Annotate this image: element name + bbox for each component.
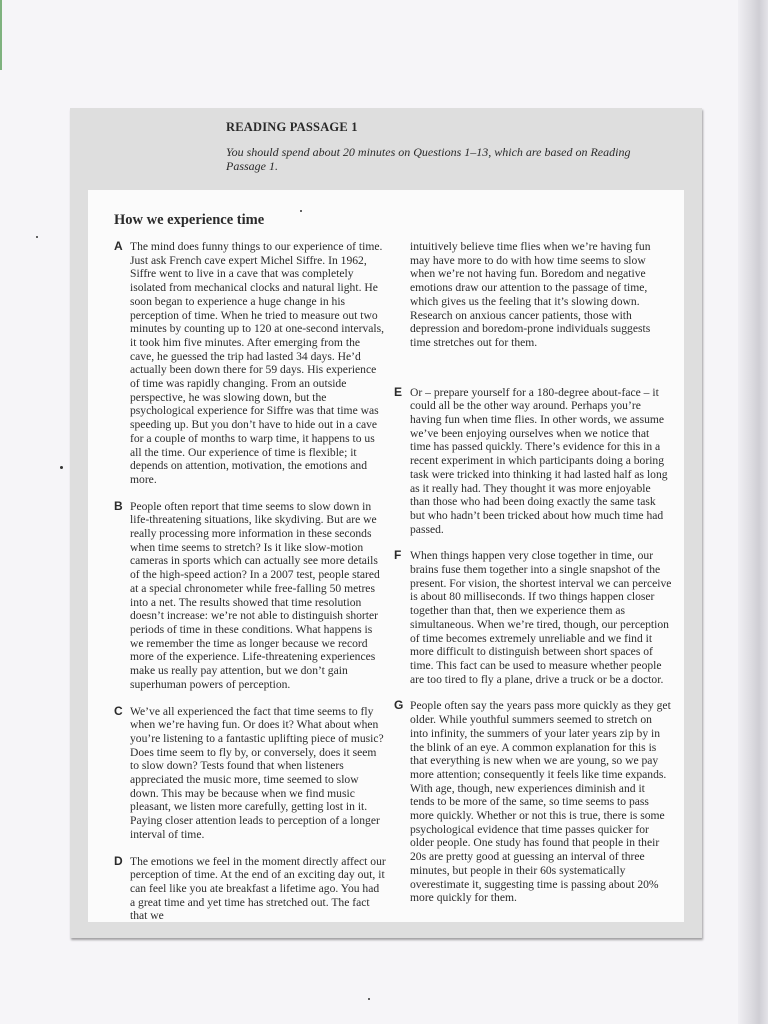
reading-passage-frame (70, 108, 702, 938)
paragraph-a (114, 240, 386, 487)
paragraph-g (394, 699, 672, 905)
paragraph-letter: E (394, 384, 403, 399)
passage-title: How we experience time (114, 212, 265, 228)
paragraph-f (394, 549, 672, 686)
scan-speck (36, 236, 38, 238)
paragraph-letter: F (394, 548, 402, 563)
paragraph-d (114, 855, 386, 924)
right-column (394, 240, 672, 918)
paragraph-text: When things happen very close together in time, our brains fuse them together into a single snapshot of the present. For vision, the shortest interval we can perceive is about 80 milliseconds. If two things happen closer together than that, then we experience them as simultaneous. When we’re tired, though, our perception of time becomes extremely unreliable and we find it more difficult to distinguish between short spaces of time. This fact can be used to measure whether people are too tired to fly a plane, drive a truck or be a doctor. (410, 549, 672, 686)
scan-speck (60, 466, 63, 469)
scan-margin-mark (0, 0, 2, 70)
paragraph-letter: G (394, 698, 404, 713)
paragraph-text: The emotions we feel in the moment directly affect our perception of time. At the end of an exciting day out, it can feel like you ate breakfast a lifetime ago. You had a great time and yet time has stretched out. The fact that we (130, 854, 386, 923)
section-title: READING PASSAGE 1 (226, 120, 358, 134)
left-column (114, 240, 386, 936)
passage-header (226, 120, 666, 173)
scan-speck (368, 998, 370, 1000)
paragraph-c (114, 705, 386, 842)
paragraph-text: The mind does funny things to our experience of time. Just ask French cave expert Michel Siffre. In 1962, Siffre went to live in a cave that was completely isolated from mechanical clocks and natural light. He soon began to experience a huge change in his perception of time. When he tried to measure out two minutes by counting up to 120 at one-second intervals, it took him five minutes. After emerging from the cave, he guessed the trip had lasted 34 days. He’d actually been down there for 59 days. His experience of time was rapidly changing. From an outside perspective, he was slowing down, but the psychological experience for Siffre was that time was speeding up. But you don’t have to hide out in a cave for a couple of months to warp time, it happens to us all the time. Our experience of time is flexible; it depends on attention, motivation, the emotions and more. (130, 240, 385, 486)
paragraph-letter: A (114, 239, 123, 253)
scan-speck (300, 210, 302, 212)
paragraph-text: People often report that time seems to slow down in life-threatening situations, like skydiving. But are we really processing more information in these seconds when time seems to stretch? Is it like slow-motion cameras in sports which can actually see more details of the high-speed action? In a 2007 test, people stared at a special chronometer while free-falling 50 metres into a net. The results showed that time resolution doesn’t increase: we’re not able to distinguish shorter periods of time in these conditions. What happens is we remember the time as longer because we record more of the experience. Life-threatening experiences make us really pay attention, but we don’t gain superhuman powers of perception. (130, 499, 380, 691)
instructions-text: You should spend about 20 minutes on Questions 1–13, which are based on Reading Passage 1. (226, 145, 631, 173)
paragraph-letter: B (114, 498, 123, 513)
passage-box (88, 190, 684, 922)
paragraph-letter: C (114, 703, 123, 718)
paragraph-text: Or – prepare yourself for a 180-degree about-face – it could all be the other way around. Perhaps you’re having fun when time flies. In other words, we assume we’ve been enjoying ourselves when we notice that time has passed quickly. There’s evidence for this in a recent experiment in which participants doing a boring task were tricked into thinking it had lasted half as long as it really had. They thought it was more enjoyable than those who had been doing exactly the same task but who hadn’t been tricked about how much time had passed. (410, 385, 668, 536)
page-binding-shadow (738, 0, 768, 1024)
paragraph-d-continued (394, 240, 672, 350)
paragraph-letter: D (114, 853, 123, 868)
paragraph-b (114, 500, 386, 692)
paragraph-text: intuitively believe time flies when we’re having fun may have more to do with how time seems to slow when we’re not having fun. Boredom and negative emotions draw our attention to the passage of time, which gives us the feeling that it’s slowing down. Research on anxious cancer patients, those with depression and boredom-prone individuals suggests time stretches out for them. (410, 240, 651, 349)
paragraph-text: We’ve all experienced the fact that time seems to fly when we’re having fun. Or does it? What about when you’re listening to a fantastic uplifting piece of music? Does time seem to fly by, or conversely, does it seem to slow down? Tests found that when listeners appreciated the music more, time seemed to slow down. This may be because when we find music pleasant, we listen more carefully, getting lost in it. Paying closer attention leads to perception of a longer interval of time. (130, 704, 384, 841)
paragraph-e (394, 386, 672, 537)
paragraph-text: People often say the years pass more quickly as they get older. While youthful summers seemed to stretch on into infinity, the summers of your later years zip by in the blink of an eye. A common explanation for this is that everything is new when we are young, so we pay more attention; consequently it feels like time expands. With age, though, new experiences diminish and it tends to be more of the same, so time seems to pass more quickly. Whether or not this is true, there is some psychological evidence that time passes quicker for older people. One study has found that people in their 20s are pretty good at guessing an interval of three minutes, but people in their 60s systematically overestimate it, suggesting time is passing about 20% more quickly for them. (410, 699, 671, 905)
